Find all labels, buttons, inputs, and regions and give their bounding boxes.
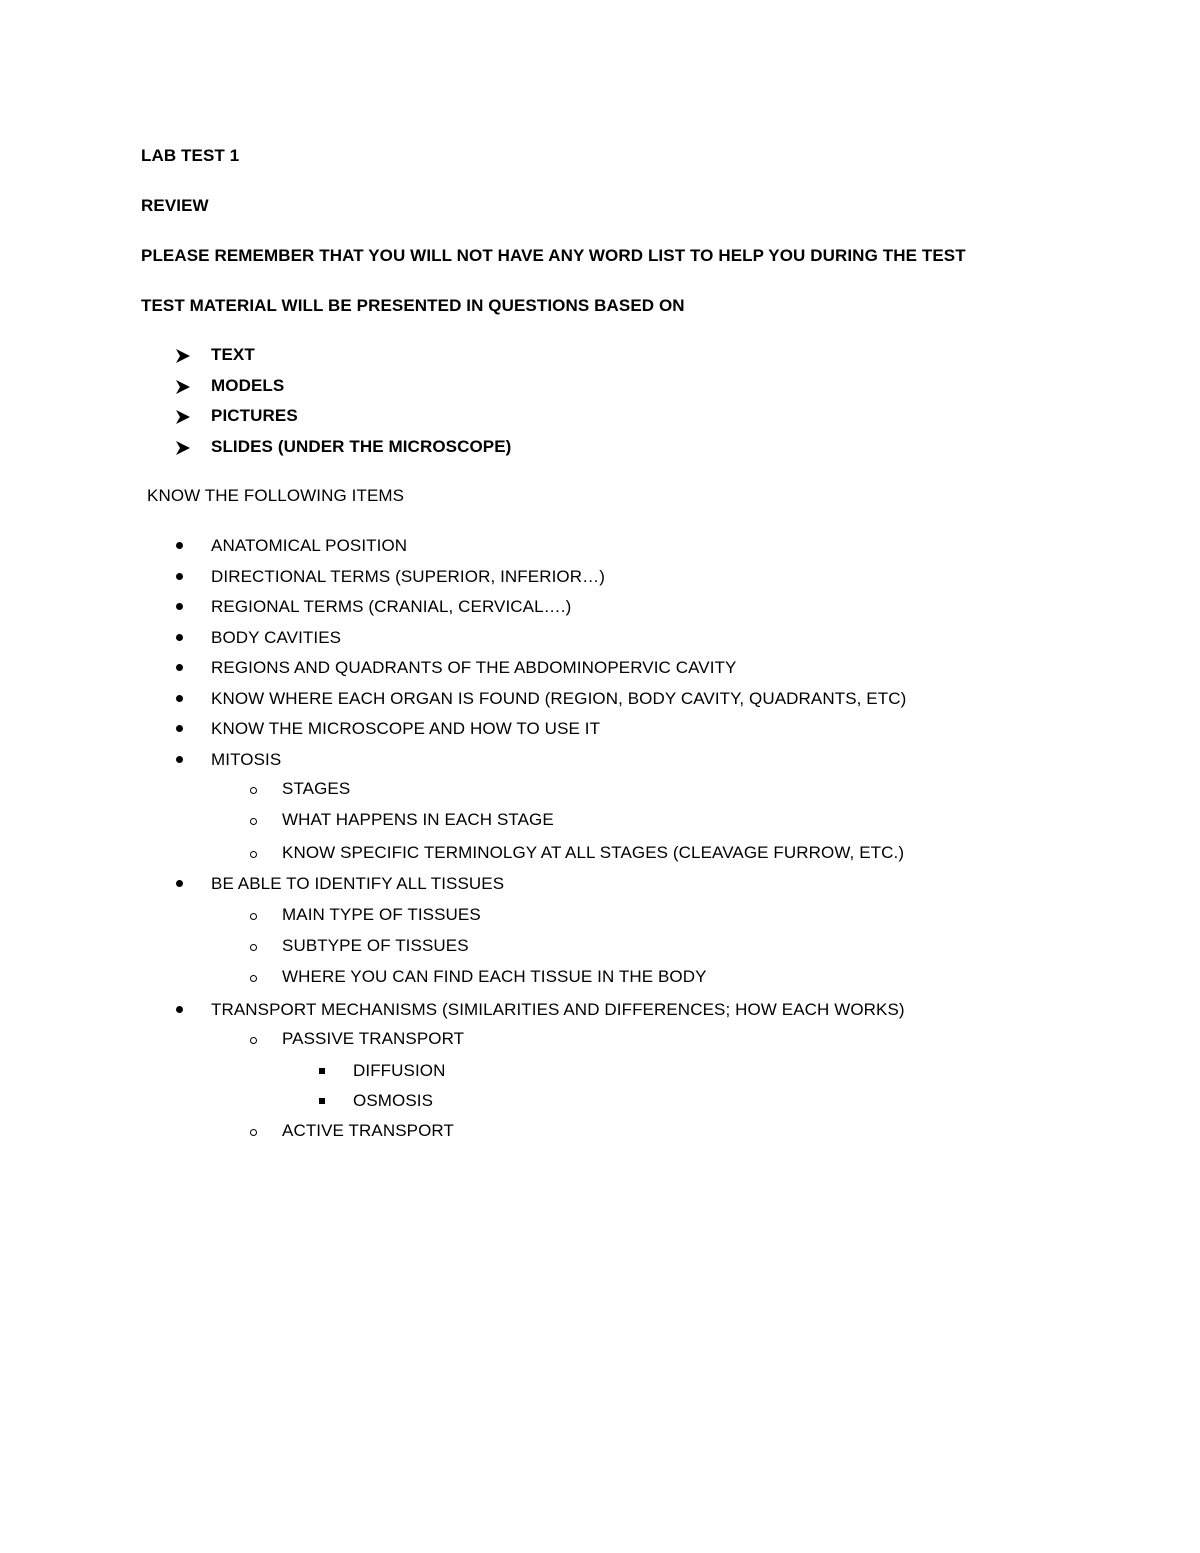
circle-bullet-icon [250,787,257,794]
doc-subtitle: REVIEW [141,196,209,215]
square-bullet-icon [319,1098,325,1104]
list-item: BE ABLE TO IDENTIFY ALL TISSUES [211,874,505,893]
arrow-bullet-icon [175,440,191,456]
format-item: TEXT [211,345,255,364]
bullet-icon [176,1006,183,1013]
bullet-icon [176,695,183,702]
list-item: REGIONS AND QUADRANTS OF THE ABDOMINOPERVIC CAVITY [211,658,737,677]
doc-title: LAB TEST 1 [141,146,240,165]
bullet-icon [176,880,183,887]
sub-list-item: WHERE YOU CAN FIND EACH TISSUE IN THE BODY [282,967,707,986]
list-item: KNOW WHERE EACH ORGAN IS FOUND (REGION, BODY CAVITY, QUADRANTS, ETC) [211,689,907,708]
list-item: REGIONAL TERMS (CRANIAL, CERVICAL….) [211,597,572,616]
sub-list-item: ACTIVE TRANSPORT [282,1121,454,1140]
arrow-bullet-icon [175,379,191,395]
list-item: TRANSPORT MECHANISMS (SIMILARITIES AND DIFFERENCES; HOW EACH WORKS) [211,1000,905,1019]
bullet-icon [176,664,183,671]
sub-list-item: MAIN TYPE OF TISSUES [282,905,481,924]
circle-bullet-icon [250,1037,257,1044]
circle-bullet-icon [250,913,257,920]
bullet-icon [176,542,183,549]
square-bullet-icon [319,1068,325,1074]
bullet-icon [176,725,183,732]
sub-list-item: KNOW SPECIFIC TERMINOLGY AT ALL STAGES (CLEAVAGE FURROW, ETC.) [282,843,905,862]
arrow-bullet-icon [175,348,191,364]
format-item: SLIDES (UNDER THE MICROSCOPE) [211,437,512,456]
sub-sub-list-item: DIFFUSION [353,1061,446,1080]
sub-list-item: SUBTYPE OF TISSUES [282,936,469,955]
circle-bullet-icon [250,944,257,951]
circle-bullet-icon [250,818,257,825]
list-item: KNOW THE MICROSCOPE AND HOW TO USE IT [211,719,601,738]
doc-notice: PLEASE REMEMBER THAT YOU WILL NOT HAVE ANY WORD LIST TO HELP YOU DURING THE TEST [141,246,966,265]
doc-intro: TEST MATERIAL WILL BE PRESENTED IN QUESTIONS BASED ON [141,296,685,315]
bullet-icon [176,573,183,580]
bullet-icon [176,603,183,610]
sub-list-item: WHAT HAPPENS IN EACH STAGE [282,810,554,829]
format-item: PICTURES [211,406,298,425]
list-item: BODY CAVITIES [211,628,342,647]
sub-list-item: PASSIVE TRANSPORT [282,1029,465,1048]
know-heading: KNOW THE FOLLOWING ITEMS [147,486,405,505]
sub-list-item: STAGES [282,779,351,798]
sub-sub-list-item: OSMOSIS [353,1091,434,1110]
bullet-icon [176,634,183,641]
format-item: MODELS [211,376,285,395]
bullet-icon [176,756,183,763]
circle-bullet-icon [250,975,257,982]
circle-bullet-icon [250,851,257,858]
circle-bullet-icon [250,1129,257,1136]
arrow-bullet-icon [175,409,191,425]
list-item: DIRECTIONAL TERMS (SUPERIOR, INFERIOR…) [211,567,605,586]
list-item: MITOSIS [211,750,282,769]
list-item: ANATOMICAL POSITION [211,536,408,555]
